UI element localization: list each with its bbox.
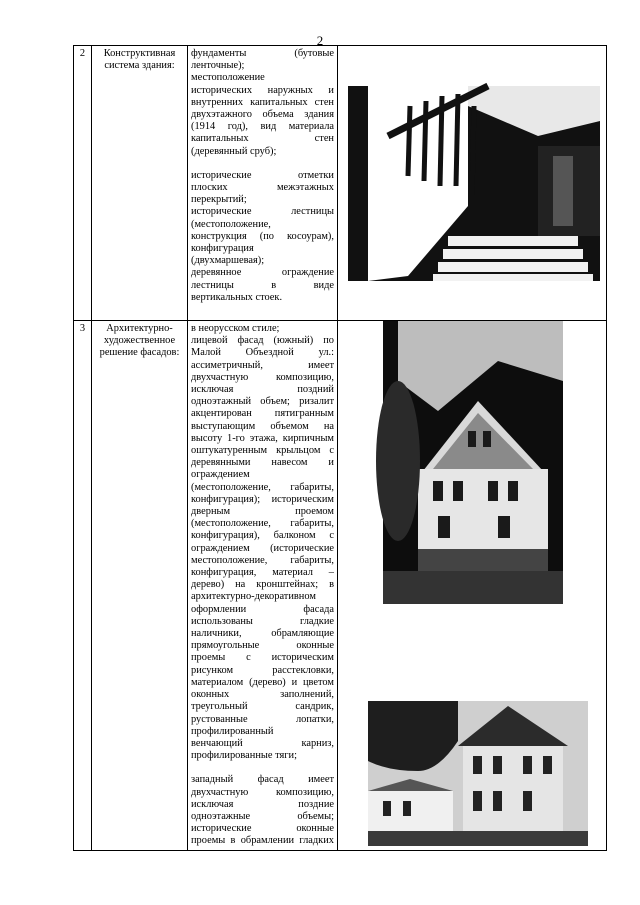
description-line: оконных заполнений,: [191, 689, 334, 701]
description-line: профилированный: [191, 725, 274, 737]
description-line: местоположение: [191, 72, 265, 84]
staircase-photo: [338, 46, 607, 316]
description-line: конструкция (по косоурам),: [191, 230, 334, 242]
description-line: венчающий карниз,: [191, 737, 334, 749]
description-line: внутренних капитальных стен: [191, 96, 334, 108]
description-line: ленточные);: [191, 60, 245, 72]
description-line: вертикальных стоек.: [191, 291, 283, 303]
description-line: профилированные тяги;: [191, 750, 297, 762]
description-line: высоту 1-го этажа, кирпичным: [191, 432, 334, 444]
description-line: западный фасад имеет: [191, 774, 334, 786]
description-line: (местоположение,: [191, 218, 271, 230]
paragraph-gap: [191, 762, 334, 774]
description-line: исторических наружных и: [191, 84, 334, 96]
description-line: (двухмаршевая);: [191, 255, 265, 267]
description-line: дверным проемом: [191, 506, 334, 518]
row-heading: [92, 46, 188, 321]
row-heading: [92, 321, 188, 851]
row-heading-line: решение фасадов:: [99, 347, 180, 359]
description-line: (местоположение, габариты,: [191, 481, 334, 493]
description-line: исторические лестницы: [191, 206, 334, 218]
table-row: [74, 46, 607, 321]
row-heading-line: система здания:: [104, 60, 175, 72]
description-line: капитальных стен: [191, 133, 334, 145]
description-line: использованы гладкие: [191, 615, 334, 627]
description-line: исторические оконные: [191, 823, 334, 835]
row-number: 2: [74, 46, 92, 321]
row-heading-line: художественное: [103, 335, 176, 347]
description-line: выступающим объемом на: [191, 420, 334, 432]
description-line: проемы с историческим: [191, 652, 334, 664]
page-number: 2: [316, 33, 324, 48]
description-line: конфигурация, материал –: [191, 567, 334, 579]
description-line: прямоугольные оконные: [191, 640, 334, 652]
description-line: исторические отметки: [191, 169, 334, 181]
description-line: Малой Объездной ул.:: [191, 347, 334, 359]
description-line: дерево) на кронштейнах; в: [191, 579, 334, 591]
description-line: оформлении фасада: [191, 603, 334, 615]
description-line: проемы в обрамлении гладких: [191, 835, 334, 847]
description-line: плоских межэтажных: [191, 182, 334, 194]
description-line: исключая поздние: [191, 798, 334, 810]
paragraph-gap: [191, 158, 334, 170]
description-line: ограждением: [191, 469, 250, 481]
description-line: лицевой фасад (южный) по: [191, 335, 334, 347]
description-line: конфигурация: [191, 243, 254, 255]
description-line: местоположение, габариты,: [191, 554, 334, 566]
south-facade-photo: [338, 321, 607, 611]
description-line: деревянное ограждение: [191, 267, 334, 279]
row-description: [188, 321, 338, 851]
description-line: оштукатуренным крыльцом с: [191, 445, 334, 457]
row-heading-line: Архитектурно-: [106, 323, 173, 334]
description-line: акцентирован пятигранным: [191, 408, 334, 420]
description-line: рисунком расстекловки,: [191, 664, 334, 676]
description-line: (деревянный сруб);: [191, 145, 277, 157]
west-facade-photo: [338, 701, 607, 851]
description-line: рустованные лопатки,: [191, 713, 334, 725]
row-number: 3: [74, 321, 92, 851]
description-line: фундаменты (бутовые: [191, 48, 334, 59]
description-line: конфигурация); историческим: [191, 493, 334, 505]
description-line: ассиметричный, имеет: [191, 359, 334, 371]
row-heading-line: Конструктивная: [103, 48, 176, 59]
description-line: материалом (дерево) и цветом: [191, 676, 334, 688]
description-line: в неорусском стиле;: [191, 323, 280, 334]
description-line: архитектурно-декоративном: [191, 591, 316, 603]
description-line: лестницы в виде: [191, 279, 334, 291]
description-line: перекрытий;: [191, 194, 247, 206]
description-line: конфигурация), балконом с: [191, 530, 334, 542]
description-line: наличники, обрамляющие: [191, 628, 334, 640]
photo-cell: [338, 46, 607, 321]
description-line: (местоположение, габариты,: [191, 518, 334, 530]
description-line: двухчастную композицию,: [191, 371, 334, 383]
photo-cell: [338, 321, 607, 851]
row-description: [188, 46, 338, 321]
description-line: двухэтажного объема здания: [191, 109, 334, 121]
description-line: двухчастную композицию,: [191, 786, 334, 798]
description-line: ограждением (исторические: [191, 542, 334, 554]
description-line: треугольный сандрик,: [191, 701, 334, 713]
heritage-description-table: [73, 45, 607, 851]
description-line: одноэтажный объем; ризалит: [191, 396, 334, 408]
description-line: исключая поздний: [191, 384, 334, 396]
description-line: одноэтажные объемы;: [191, 810, 334, 822]
description-line: (1914 год), вид материала: [191, 121, 334, 133]
table-row: [74, 321, 607, 851]
description-line: деревянными навесом и: [191, 457, 334, 469]
